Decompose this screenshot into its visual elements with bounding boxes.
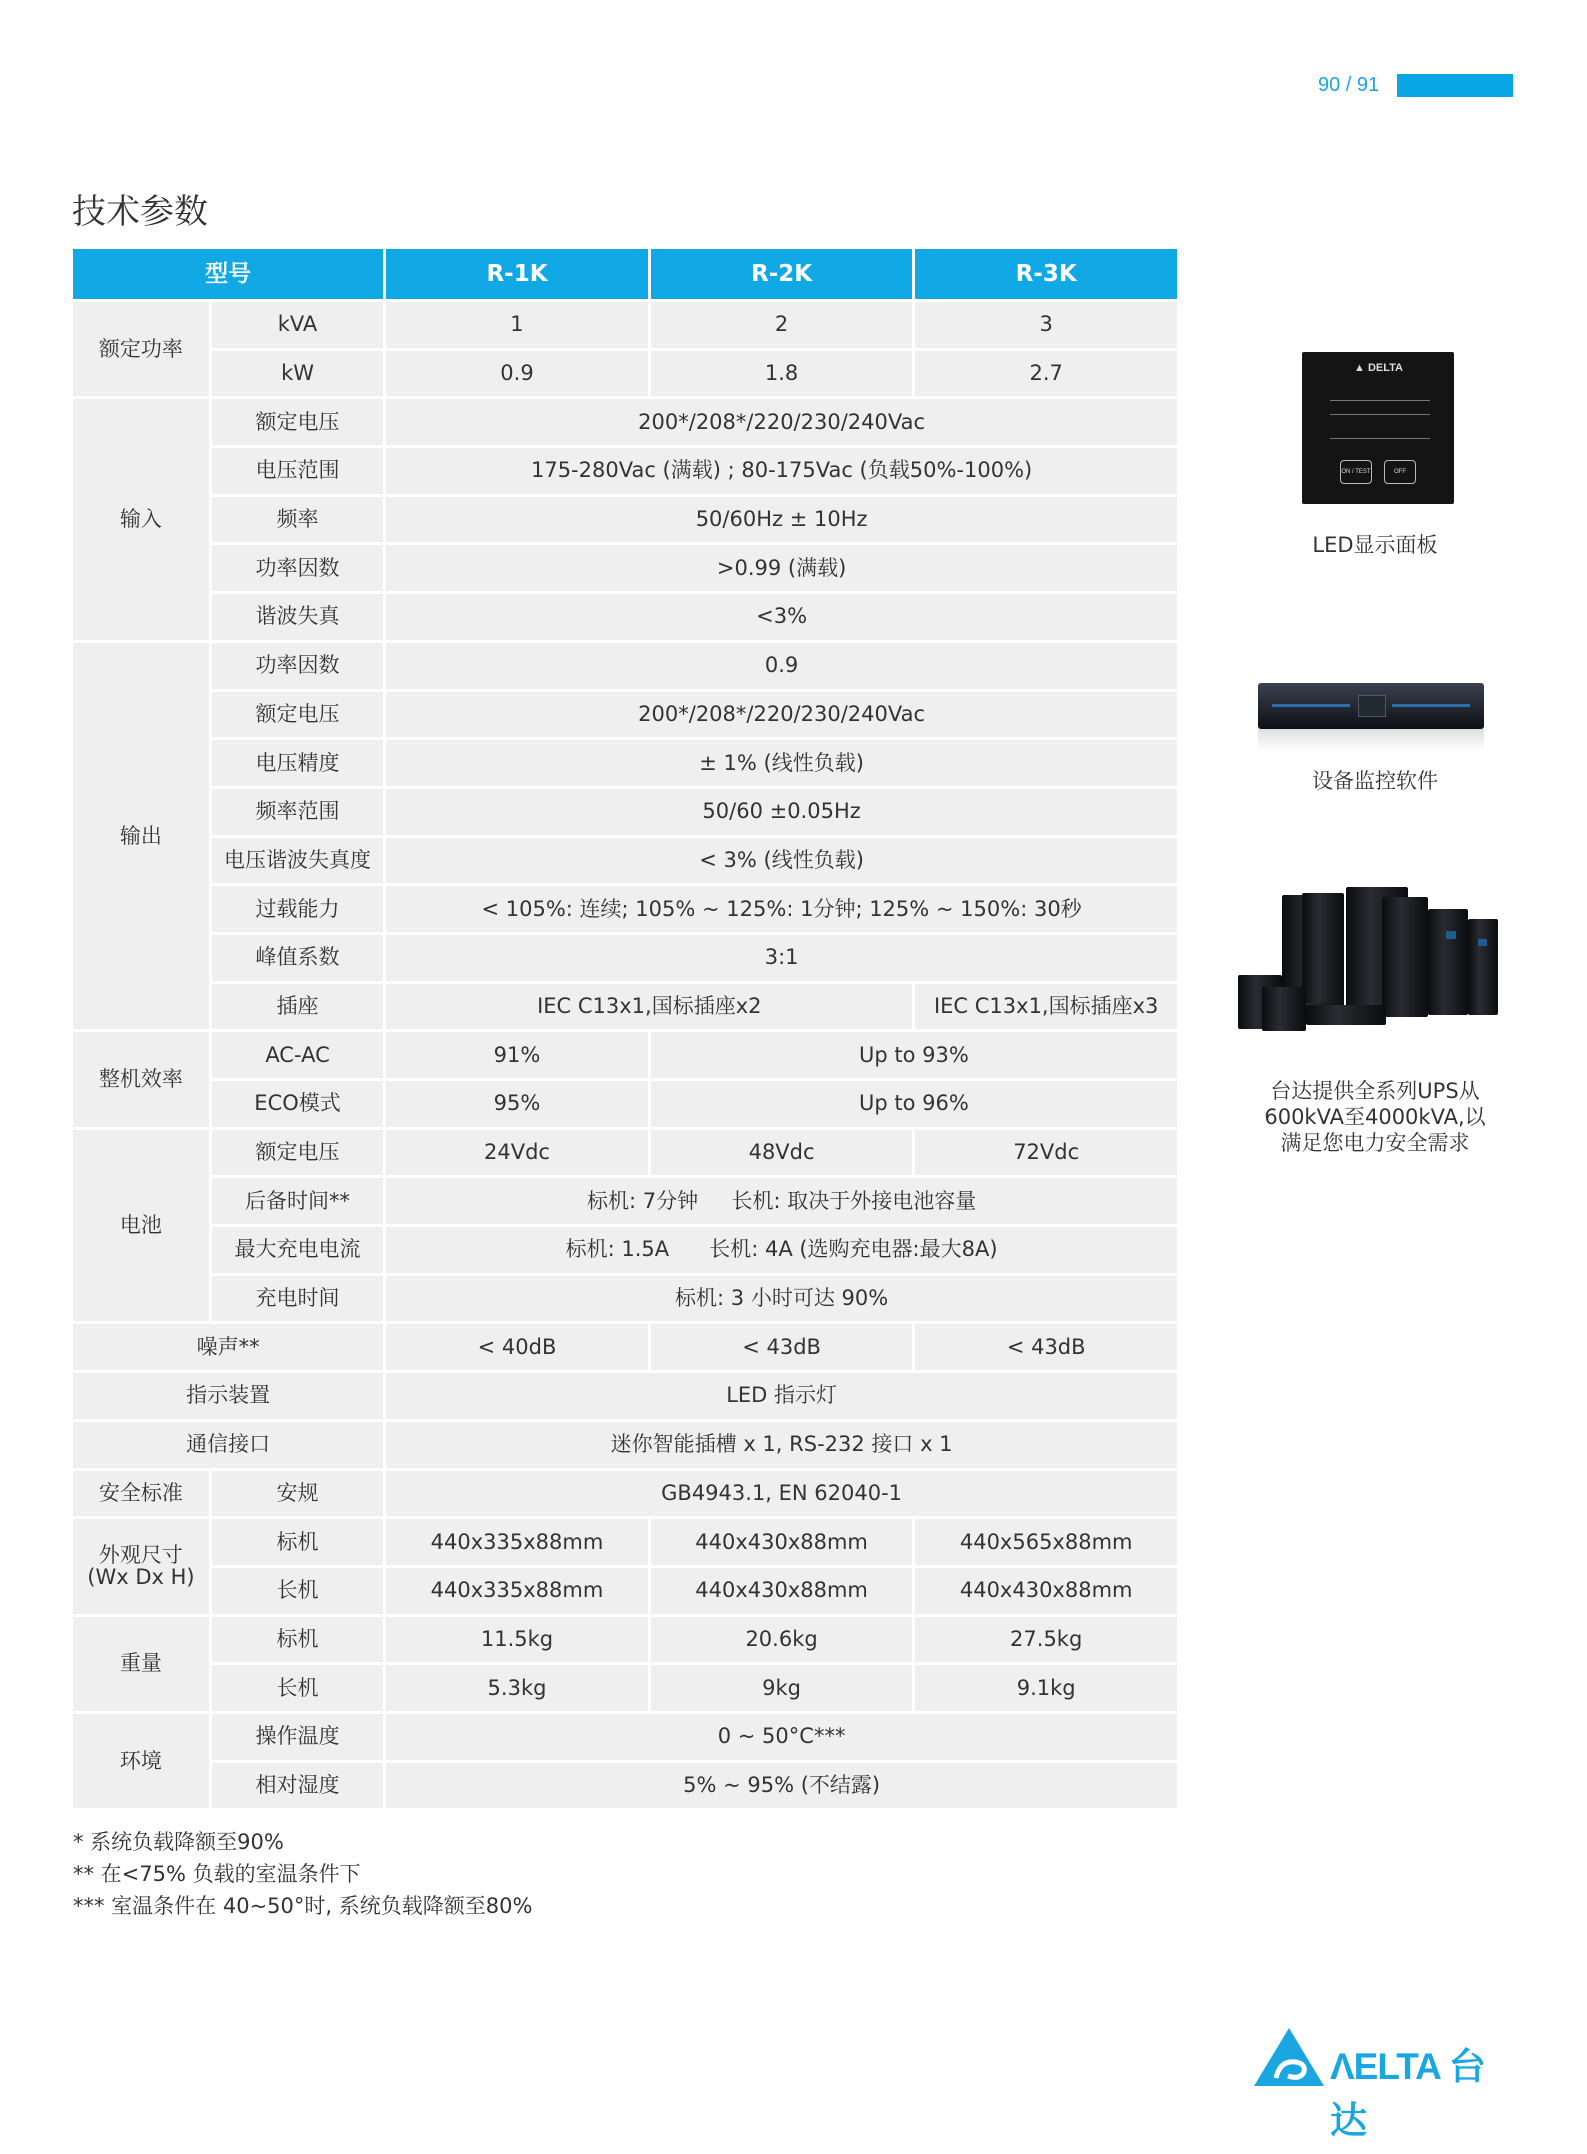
rack-display: [1358, 695, 1386, 717]
group-dimensions: [73, 1519, 209, 1613]
row-label: 电压谐波失真度: [212, 838, 383, 884]
table-row: [73, 984, 1177, 1030]
cell-value: IEC C13x1,国标插座x3: [915, 984, 1177, 1030]
table-row: [73, 886, 1177, 932]
table-row: [73, 399, 1177, 445]
ups-tower: [1262, 987, 1306, 1031]
table-row: [73, 643, 1177, 689]
footnote: *** 室温条件在 40~50°时, 系统负载降额至80%: [73, 1894, 533, 1918]
table-row: [73, 1081, 1177, 1127]
rack-ups-image: [1258, 683, 1484, 729]
cell-value: 72Vdc: [915, 1130, 1177, 1176]
cell-value: 440x430x88mm: [651, 1568, 913, 1614]
row-label: kVA: [212, 302, 383, 348]
row-label: 谐波失真: [212, 594, 383, 640]
group-rated-power: 额定功率: [73, 302, 209, 396]
table-row: [73, 1568, 1177, 1614]
delta-triangle-icon: [1252, 2026, 1326, 2088]
ups-screen: [1446, 931, 1456, 939]
cell-value: 440x430x88mm: [651, 1519, 913, 1565]
cell-value: 48Vdc: [651, 1130, 913, 1176]
row-label: 后备时间**: [212, 1178, 383, 1224]
cell-value: 20.6kg: [651, 1617, 913, 1663]
ups-family-image: [1232, 887, 1502, 1037]
group-weight: 重量: [73, 1617, 209, 1711]
software-caption: 设备监控软件: [1312, 769, 1438, 793]
cell-value: 2: [651, 302, 913, 348]
cell-value: < 43dB: [915, 1324, 1177, 1370]
off-button-image: OFF: [1384, 460, 1416, 484]
row-label: 长机: [212, 1665, 383, 1711]
cell-value: 3: [915, 302, 1177, 348]
ups-cabinet: [1428, 909, 1468, 1015]
row-label-comm: 通信接口: [73, 1422, 383, 1468]
cell-value: < 105%: 连续; 105% ~ 125%: 1分钟; 125% ~ 150%: 30秒: [386, 886, 1177, 932]
cell-value: < 43dB: [651, 1324, 913, 1370]
cell-value: 0.9: [386, 643, 1177, 689]
on-test-button-image: ON / TEST: [1340, 460, 1372, 484]
table-row: [73, 302, 1177, 348]
table-row: [73, 1178, 1177, 1224]
row-label: AC-AC: [212, 1032, 383, 1078]
table-row: [73, 448, 1177, 494]
cell-value: <3%: [386, 594, 1177, 640]
cell-value: GB4943.1, EN 62040-1: [386, 1471, 1177, 1517]
cell-value: 440x335x88mm: [386, 1519, 648, 1565]
ups-caption-line: 600kVA至4000kVA,以: [1264, 1105, 1486, 1129]
ups-cabinet: [1302, 893, 1344, 1003]
group-battery: 电池: [73, 1130, 209, 1322]
cell-value: 标机: 1.5A 长机: 4A (选购充电器:最大8A): [386, 1227, 1177, 1273]
table-row: [73, 1471, 1177, 1517]
cell-value: 95%: [386, 1081, 648, 1127]
row-label: 标机: [212, 1617, 383, 1663]
table-row: [73, 594, 1177, 640]
row-label: kW: [212, 351, 383, 397]
row-label: 充电时间: [212, 1276, 383, 1322]
cell-value: 标机: 7分钟 长机: 取决于外接电池容量: [386, 1178, 1177, 1224]
row-label: 标机: [212, 1519, 383, 1565]
cell-value: 9kg: [651, 1665, 913, 1711]
ups-screen: [1478, 939, 1487, 946]
page-title: 技术参数: [72, 192, 208, 232]
header-model: 型号: [73, 249, 383, 299]
footnote: * 系统负载降额至90%: [73, 1830, 284, 1854]
led-line: [1330, 400, 1430, 401]
table-row: [73, 1227, 1177, 1273]
header-r1k: R-1K: [386, 249, 648, 299]
row-label: 长机: [212, 1568, 383, 1614]
table-row: [73, 740, 1177, 786]
ups-caption-line: 满足您电力安全需求: [1280, 1131, 1470, 1155]
row-label: 功率因数: [212, 643, 383, 689]
table-row: [73, 1276, 1177, 1322]
cell-value: 24Vdc: [386, 1130, 648, 1176]
table-row: [73, 1324, 1177, 1370]
footnote: ** 在<75% 负载的室温条件下: [73, 1862, 361, 1886]
row-label: 额定电压: [212, 692, 383, 738]
cell-value: 200*/208*/220/230/240Vac: [386, 399, 1177, 445]
cell-value: ± 1% (线性负载): [386, 740, 1177, 786]
group-output: 输出: [73, 643, 209, 1030]
ups-cabinet: [1382, 897, 1428, 1017]
delta-logo-text: ΛELTA 台达: [1330, 2046, 1485, 2141]
header-r3k: R-3K: [915, 249, 1177, 299]
header-r2k: R-2K: [651, 249, 913, 299]
group-safety: 安全标准: [73, 1471, 209, 1517]
cell-value: 9.1kg: [915, 1665, 1177, 1711]
cell-value: 50/60 ±0.05Hz: [386, 789, 1177, 835]
table-row: [73, 1763, 1177, 1809]
row-label-indicator: 指示装置: [73, 1373, 383, 1419]
row-label: 功率因数: [212, 545, 383, 591]
row-label: 插座: [212, 984, 383, 1030]
cell-value: >0.99 (满载): [386, 545, 1177, 591]
table-row: [73, 1665, 1177, 1711]
table-row: [73, 789, 1177, 835]
ups-caption: [1230, 1078, 1520, 1156]
cell-value: Up to 96%: [651, 1081, 1177, 1127]
row-label: 操作温度: [212, 1714, 383, 1760]
table-row: [73, 935, 1177, 981]
rack-reflection: [1258, 729, 1484, 751]
led-panel-image: [1302, 352, 1454, 504]
cell-value: 迷你智能插槽 x 1, RS-232 接口 x 1: [386, 1422, 1177, 1468]
table-row: [73, 1519, 1177, 1565]
cell-value: 0 ~ 50°C***: [386, 1714, 1177, 1760]
group-environment: 环境: [73, 1714, 209, 1808]
row-label: 电压范围: [212, 448, 383, 494]
row-label-noise: 噪声**: [73, 1324, 383, 1370]
row-label: 最大充电电流: [212, 1227, 383, 1273]
cell-value: Up to 93%: [651, 1032, 1177, 1078]
table-header-row: [73, 249, 1177, 299]
ups-cabinet: [1468, 919, 1498, 1015]
cell-value: 1: [386, 302, 648, 348]
table-row: [73, 1714, 1177, 1760]
row-label: 相对湿度: [212, 1763, 383, 1809]
led-line: [1330, 438, 1430, 439]
table-row: [73, 1422, 1177, 1468]
page-accent-bar: [1397, 74, 1513, 97]
cell-value: 0.9: [386, 351, 648, 397]
row-label: 电压精度: [212, 740, 383, 786]
rack-stripe: [1272, 704, 1350, 707]
group-input: 输入: [73, 399, 209, 639]
rack-stripe: [1392, 704, 1470, 707]
table-row: [73, 1617, 1177, 1663]
cell-value: 11.5kg: [386, 1617, 648, 1663]
cell-value: 440x565x88mm: [915, 1519, 1177, 1565]
spec-table: [70, 246, 1180, 1811]
row-label: 频率范围: [212, 789, 383, 835]
table-row: [73, 545, 1177, 591]
cell-value: 2.7: [915, 351, 1177, 397]
cell-value: 175-280Vac (满载) ; 80-175Vac (负载50%-100%): [386, 448, 1177, 494]
cell-value: 440x335x88mm: [386, 1568, 648, 1614]
group-dimensions-line2: (Wx Dx H): [87, 1565, 195, 1590]
table-row: [73, 351, 1177, 397]
table-row: [73, 1130, 1177, 1176]
row-label: 峰值系数: [212, 935, 383, 981]
cell-value: 标机: 3 小时可达 90%: [386, 1276, 1177, 1322]
cell-value: < 40dB: [386, 1324, 648, 1370]
led-brand-logo: ▲ DELTA: [1354, 362, 1403, 374]
table-row: [73, 1373, 1177, 1419]
row-label: 额定电压: [212, 399, 383, 445]
table-row: [73, 497, 1177, 543]
cell-value: 200*/208*/220/230/240Vac: [386, 692, 1177, 738]
page-number: 90 / 91: [1318, 74, 1380, 96]
cell-value: IEC C13x1,国标插座x2: [386, 984, 912, 1030]
table-row: [73, 838, 1177, 884]
led-caption: LED显示面板: [1312, 533, 1438, 557]
cell-value: LED 指示灯: [386, 1373, 1177, 1419]
footnotes: [73, 1826, 532, 1922]
cell-value: 3:1: [386, 935, 1177, 981]
cell-value: 5.3kg: [386, 1665, 648, 1711]
group-efficiency: 整机效率: [73, 1032, 209, 1126]
group-dimensions-line1: 外观尺寸: [98, 1543, 183, 1568]
table-row: [73, 1032, 1177, 1078]
cell-value: 440x430x88mm: [915, 1568, 1177, 1614]
row-label: 额定电压: [212, 1130, 383, 1176]
row-label: ECO模式: [212, 1081, 383, 1127]
led-line: [1330, 414, 1430, 415]
cell-value: 1.8: [651, 351, 913, 397]
cell-value: < 3% (线性负载): [386, 838, 1177, 884]
cell-value: 91%: [386, 1032, 648, 1078]
delta-logo: [1252, 2026, 1514, 2141]
row-label: 安规: [212, 1471, 383, 1517]
row-label: 频率: [212, 497, 383, 543]
ups-rack: [1306, 1005, 1386, 1025]
cell-value: 27.5kg: [915, 1617, 1177, 1663]
ups-caption-line: 台达提供全系列UPS从: [1270, 1079, 1480, 1103]
cell-value: 5% ~ 95% (不结露): [386, 1763, 1177, 1809]
row-label: 过载能力: [212, 886, 383, 932]
table-row: [73, 692, 1177, 738]
cell-value: 50/60Hz ± 10Hz: [386, 497, 1177, 543]
